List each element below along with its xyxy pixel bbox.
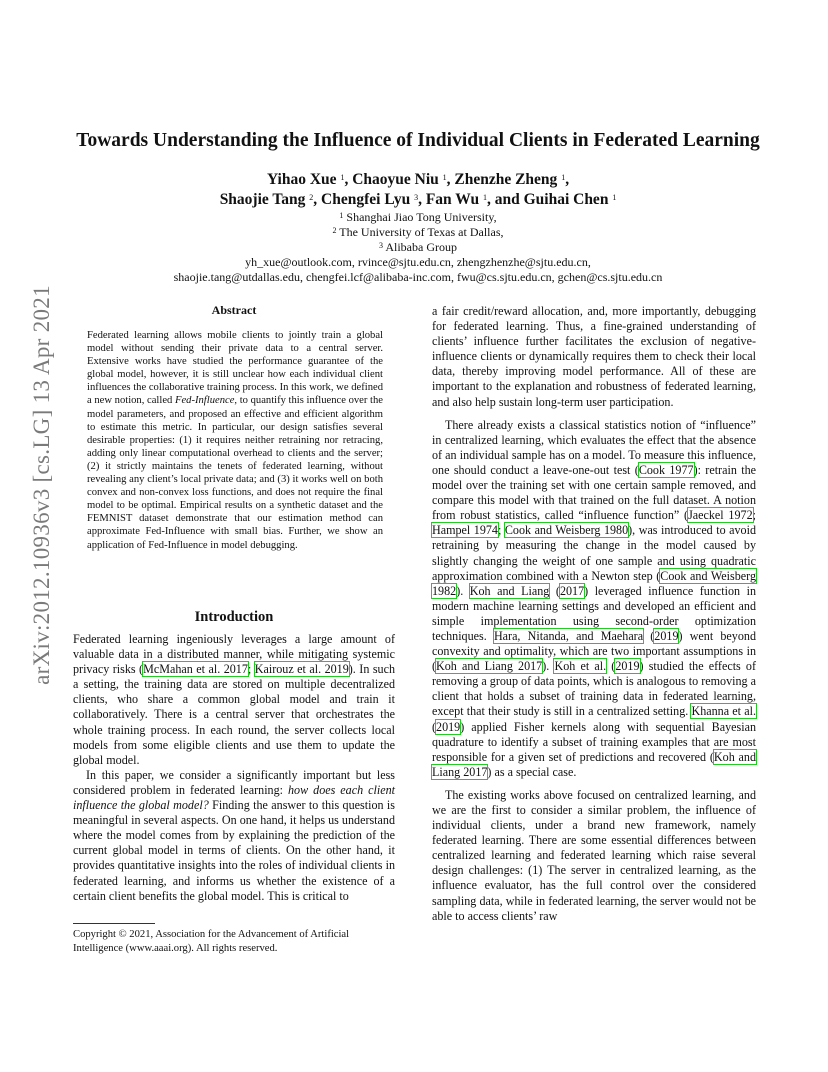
citation-link[interactable]: 2019 <box>615 659 640 674</box>
abstract-heading: Abstract <box>211 303 257 317</box>
citation-link[interactable]: Hampel 1974 <box>432 523 498 538</box>
affiliation-1: $^1$ Shanghai Jiao Tong University, <box>339 210 497 224</box>
citation-link[interactable]: 2019 <box>654 628 679 643</box>
citation-link[interactable]: Cook 1977 <box>638 462 694 477</box>
right-column <box>432 304 756 924</box>
copyright-footnote: Copyright © 2021, Association for the Advancement of Artificial Intelligence (www.aaai.org). All rights reserved. <box>73 929 350 954</box>
email-line-1: yh_xue@outlook.com, rvince@sjtu.edu.cn, zhengzhenzhe@sjtu.edu.cn, <box>245 255 591 269</box>
introduction-body <box>73 632 395 904</box>
arxiv-stamp: arXiv:2012.10936v3 [cs.LG] 13 Apr 2021 <box>29 285 54 685</box>
affiliation-2: $^2$ The University of Texas at Dallas, <box>332 225 504 239</box>
citation-link[interactable]: Koh and Liang 2017 <box>432 749 756 779</box>
citation-link[interactable]: 2017 <box>559 583 585 598</box>
intro-paragraph-1: Federated learning ingeniously leverages a large amount of valuable data in a distributed manner, while mitigating systemic privacy risks (McMahan et al. 2017; Kairouz et al. 2019). In such a setting, the training data are stored on multiple decentralized clients, who share a common global model and train it collaboratively. There is a central server that orchestrates the whole training process. In each round, the server collects local models from some eligible clients and use them to update the global model. <box>73 632 396 767</box>
citation-link[interactable]: Hara, Nitanda, and Maehara <box>493 628 644 643</box>
paper-title: Towards Understanding the Influence of Individual Clients in Federated Learning <box>76 130 760 151</box>
right-paragraph-1: a fair credit/reward allocation, and, more importantly, debugging for federated learning. Thus, a fine-grained understanding of clients’ influence further facilitates the exclusion of negative-influence clients or dynamically requires them to check their local data, thereby improving model performance. All of these are important to the explanation and robustness of federated learning, and also help sustain long-term user participation. <box>432 304 756 409</box>
introduction-heading: Introduction <box>194 609 274 625</box>
right-paragraph-2: There already exists a classical statistics notion of “influence” in centralized learning, which evaluates the effect that the absence of an individual sample has on a model. To measure this influence, one should conduct a leave-one-out test (Cook 1977): retrain the model over the training set with one certain sample removed, and compare this model with that trained on the full dataset. A notion from robust statistics, called “influence function” (Jaeckel 1972; Hampel 1974; Cook and Weisberg 1980), was introduced to avoid retraining by measuring the change in the model caused by slightly changing the weight of one sample and using quadratic approximation combined with a Newton step (Cook and Weisberg 1982). Koh and Liang (2017) leveraged influence function in modern machine learning settings and developed an efficient and simple implementation using second-order optimization techniques. Hara, Nitanda, and Maehara (2019) went beyond convexity and optimality, which are two important assumptions in (Koh and Liang 2017). Koh et al. (2019) studied the effects of removing a group of data points, which is analogous to removing a client that holds a subset of training data in federated learning, except that their study is still in a centralized setting. Khanna et al. (2019) applied Fisher kernels along with sequential Bayesian quadrature to identify a subset of training examples that are most responsible for a given set of predictions and recovered (Koh and Liang 2017) as a special case. <box>432 417 757 779</box>
citation-link[interactable]: Koh and Liang <box>469 583 550 598</box>
citation-link[interactable]: Cook and Weisberg 1982 <box>432 568 756 598</box>
citation-link[interactable]: McMahan et al. 2017 <box>143 662 248 677</box>
citation-link[interactable]: Kairouz et al. 2019 <box>254 662 349 677</box>
citation-link[interactable]: Koh and Liang 2017 <box>436 659 543 674</box>
email-line-2: shaojie.tang@utdallas.edu, chengfei.lcf@alibaba-inc.com, fwu@cs.sjtu.edu.cn, gchen@cs.sjtu.edu.cn <box>173 270 663 284</box>
citation-link[interactable]: Jaeckel 1972 <box>688 508 753 523</box>
affiliation-3: $^3$ Alibaba Group <box>379 240 457 254</box>
citation-link[interactable]: Koh et al. <box>554 659 607 674</box>
author-line-2: Shaojie Tang $^2$, Chengfei Lyu $^3$, Fan Wu $^1$, and Guihai Chen $^1$ <box>219 191 617 208</box>
citation-link[interactable]: 2019 <box>436 719 461 734</box>
citation-link[interactable]: Khanna et al. <box>691 704 756 719</box>
footnote-rule <box>73 923 155 924</box>
abstract-body: Federated learning allows mobile clients to jointly train a global model without sending their private data to a central server. Extensive works have studied the performance guarantee of the global model, however, it is still unclear how each individual client influences the collaborative training process. In this work, we defined a new notion, called Fed-Influence, to quantify this influence over the model parameters, and proposed an effective and efficient algorithm to estimate this metric. In particular, our design satisfies several desirable properties: (1) it requires neither retraining nor retracing, adding only linear computational overhead to clients and the server; (2) it strictly maintains the tenets of federated learning, without revealing any client’s local private data; and (3) it works well on both convex and non-convex loss functions, and does not require the final model to be optimal. Empirical results on a synthetic dataset and the FEMNIST dataset demonstrate that our estimation method can approximate Fed-Influence with small bias. Further, we show an application of Fed-Influence in model debugging. <box>87 330 383 551</box>
author-list <box>80 170 756 210</box>
affiliations <box>60 210 776 285</box>
citation-link[interactable]: Cook and Weisberg 1980 <box>504 523 629 538</box>
author-line-1: Yihao Xue $^1$, Chaoyue Niu $^1$, Zhenzhe Zheng $^1$, <box>266 171 570 188</box>
intro-paragraph-2: In this paper, we consider a significantly important but less considered problem in federated learning: how does each client influence the global model? Finding the answer to this question is meaningful in several aspects. On one hand, it helps us understand where the model comes from by explaining the prediction of the current global model in terms of clients. On the other hand, it provides quantitative insights into the roles of individual clients in federated learning, and informs us whether the existence of a certain client benefits the global model. This is critical to <box>73 767 395 903</box>
right-paragraph-3: The existing works above focused on centralized learning, and we are the first to consider a similar problem, the influence of individual clients, under a brand new framework, namely federated learning. There are some essential differences between centralized learning and federated learning which raise several design challenges: (1) The server in centralized learning, as the influence evaluator, has the full control over the considered sampling data, while in federated learning, the server would not be able to access clients’ raw <box>432 787 756 923</box>
